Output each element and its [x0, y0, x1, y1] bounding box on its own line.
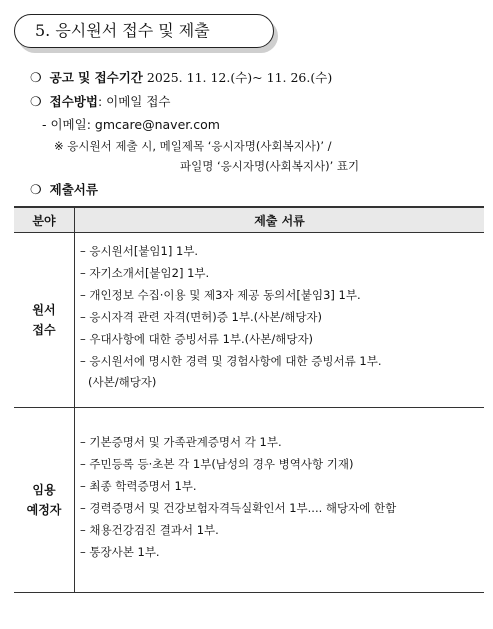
header-field: 분야: [14, 207, 75, 233]
documents-cell: [75, 408, 485, 593]
docs-label: 제출서류: [49, 182, 98, 197]
category-cell: [14, 233, 75, 408]
table-header-row: [14, 207, 484, 233]
method-value: : 이메일 접수: [97, 94, 171, 109]
note-line-1: ※ 응시원서 제출 시, 메일제목 ‘응시자명(사회복지사)’ /: [54, 139, 332, 153]
circle-bullet-icon: ❍: [30, 71, 42, 86]
period-value: 2025. 11. 12.(수)~ 11. 26.(수): [142, 70, 333, 85]
category-cell: [14, 408, 75, 593]
method-line: [30, 92, 171, 110]
category-line: 접수: [32, 323, 56, 337]
list-item: – 응시자격 관련 자격(면허)증 1부.(사본/해당자): [80, 306, 483, 328]
docs-heading: [30, 180, 98, 198]
note-line-2: 파일명 ‘응시자명(사회복지사)’ 표기: [180, 159, 360, 173]
category-line: 예정자: [26, 503, 62, 517]
documents-table: [14, 206, 484, 593]
category-line: 임용: [32, 483, 56, 497]
table-row: [14, 408, 484, 593]
list-item: – 주민등록 등·초본 각 1부(남성의 경우 병역사항 기재): [80, 453, 483, 475]
period-line: [30, 68, 332, 86]
documents-list: [76, 409, 483, 563]
list-item: – 응시원서[붙임1] 1부.: [80, 240, 483, 262]
list-item: – 자기소개서[붙임2] 1부.: [80, 262, 483, 284]
circle-bullet-icon: ❍: [30, 183, 42, 198]
list-item: – 기본증명서 및 가족관계증명서 각 1부.: [80, 431, 483, 453]
list-item: – 응시원서에 명시한 경력 및 경험사항에 대한 증빙서류 1부.: [80, 350, 483, 372]
period-label: 공고 및 접수기간: [49, 70, 143, 85]
list-item: – 개인정보 수집·이용 및 제3자 제공 동의서[붙임3] 1부.: [80, 284, 483, 306]
list-item-continuation: (사본/해당자): [88, 375, 157, 389]
list-item: – 우대사항에 대한 증빙서류 1부.(사본/해당자): [80, 328, 483, 350]
list-item: – 채용건강검진 결과서 1부.: [80, 519, 483, 541]
section-title: 5. 응시원서 접수 및 제출: [14, 14, 274, 48]
list-item: – 최종 학력증명서 1부.: [80, 475, 483, 497]
documents-list: [76, 234, 483, 372]
table-row: [14, 233, 484, 408]
email-prefix: - 이메일:: [42, 117, 95, 132]
header-documents: 제출 서류: [75, 207, 485, 233]
list-item: – 경력증명서 및 건강보험자격득실확인서 1부.... 해당자에 한함: [80, 497, 483, 519]
email-address: gmcare@naver.com: [94, 117, 220, 132]
circle-bullet-icon: ❍: [30, 95, 42, 110]
method-label: 접수방법: [49, 94, 98, 109]
category-line: 원서: [32, 303, 56, 317]
documents-cell: [75, 233, 485, 408]
list-item: – 통장사본 1부.: [80, 541, 483, 563]
email-line: [42, 115, 220, 133]
